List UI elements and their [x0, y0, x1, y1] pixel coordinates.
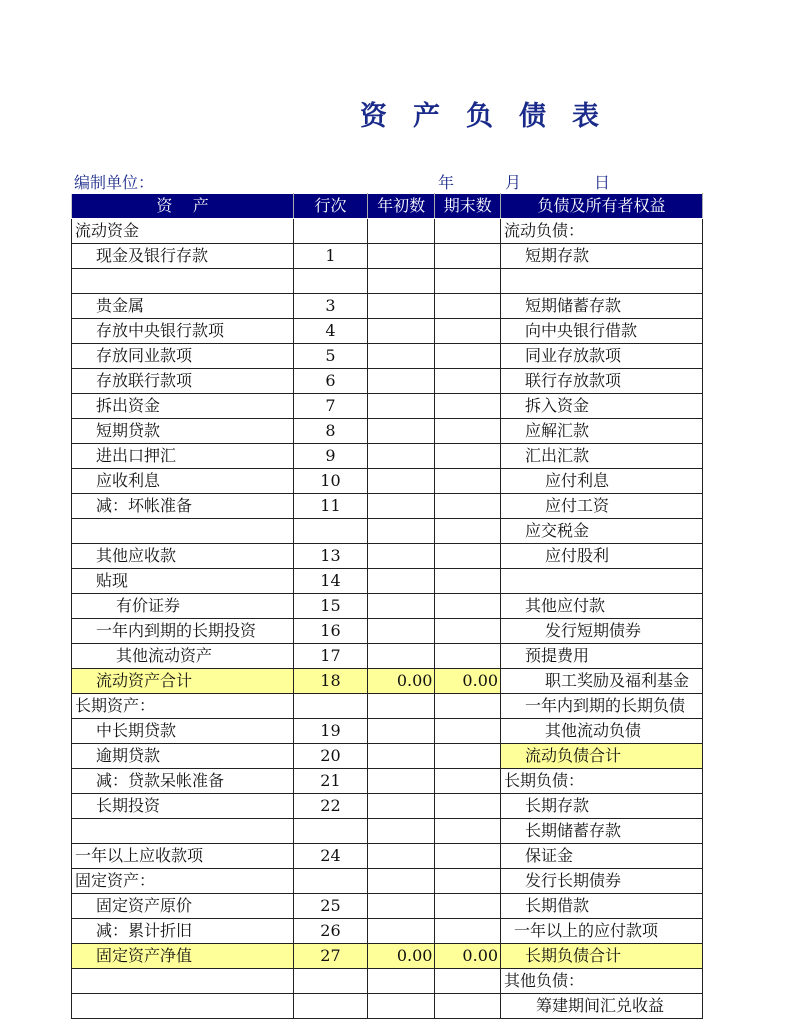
liability-cell[interactable]: 同业存放款项	[501, 344, 703, 369]
date-year-label: 年	[438, 173, 455, 192]
liability-cell[interactable]: 其他负债：	[501, 969, 703, 994]
page-title	[360, 94, 625, 133]
asset-cell[interactable]: 应收利息	[72, 469, 294, 494]
begin-value-cell[interactable]	[367, 894, 435, 919]
line-no-cell[interactable]: 9	[294, 444, 368, 469]
header-row	[72, 194, 703, 219]
line-no-cell[interactable]: 14	[294, 569, 368, 594]
line-no-cell[interactable]	[294, 269, 368, 294]
line-no-cell[interactable]: 26	[294, 919, 368, 944]
liability-cell[interactable]: 联行存放款项	[501, 369, 703, 394]
begin-value-cell[interactable]	[367, 569, 435, 594]
end-value-cell[interactable]	[435, 644, 501, 669]
liability-cell[interactable]: 汇出汇款	[501, 444, 703, 469]
end-value-cell[interactable]	[435, 319, 501, 344]
date-month-label: 月	[505, 173, 522, 192]
line-no-cell[interactable]	[294, 869, 368, 894]
begin-value-cell[interactable]	[367, 994, 435, 1019]
asset-cell[interactable]: 减：贷款呆帐准备	[72, 769, 294, 794]
line-no-cell[interactable]: 27	[294, 944, 368, 969]
line-no-cell[interactable]: 17	[294, 644, 368, 669]
end-value-cell[interactable]	[435, 594, 501, 619]
line-no-cell[interactable]: 19	[294, 719, 368, 744]
table-row	[72, 519, 703, 544]
table-row	[72, 244, 703, 269]
liability-cell[interactable]: 一年以上的应付款项	[501, 919, 703, 944]
table-row	[72, 819, 703, 844]
header-end: 期末数	[435, 194, 501, 219]
line-no-cell[interactable]: 6	[294, 369, 368, 394]
table-row	[72, 769, 703, 794]
end-value-cell[interactable]	[435, 519, 501, 544]
line-no-cell[interactable]: 13	[294, 544, 368, 569]
table-row	[72, 544, 703, 569]
begin-value-cell[interactable]	[367, 494, 435, 519]
liability-cell[interactable]: 长期负债：	[501, 769, 703, 794]
table-row	[72, 644, 703, 669]
begin-value-cell[interactable]: 0.00	[367, 944, 435, 969]
asset-cell[interactable]: 流动资产合计	[72, 669, 294, 694]
asset-cell[interactable]: 一年以上应收款项	[72, 844, 294, 869]
asset-cell[interactable]: 有价证券	[72, 594, 294, 619]
asset-cell[interactable]: 固定资产：	[72, 869, 294, 894]
asset-cell[interactable]: 现金及银行存款	[72, 244, 294, 269]
header-begin: 年初数	[367, 194, 435, 219]
end-value-cell[interactable]	[435, 719, 501, 744]
begin-value-cell[interactable]	[367, 269, 435, 294]
begin-value-cell[interactable]	[367, 419, 435, 444]
asset-cell[interactable]: 逾期贷款	[72, 744, 294, 769]
end-value-cell[interactable]	[435, 294, 501, 319]
liability-cell[interactable]: 其他流动负债	[501, 719, 703, 744]
asset-cell[interactable]: 长期资产：	[72, 694, 294, 719]
table-row	[72, 269, 703, 294]
line-no-cell[interactable]: 15	[294, 594, 368, 619]
begin-value-cell[interactable]	[367, 519, 435, 544]
begin-value-cell[interactable]	[367, 319, 435, 344]
table-row	[72, 669, 703, 694]
asset-cell[interactable]: 进出口押汇	[72, 444, 294, 469]
end-value-cell[interactable]: 0.00	[435, 944, 501, 969]
table-row	[72, 419, 703, 444]
table-row	[72, 594, 703, 619]
end-value-cell[interactable]	[435, 869, 501, 894]
line-no-cell[interactable]	[294, 519, 368, 544]
asset-cell[interactable]: 中长期贷款	[72, 719, 294, 744]
end-value-cell[interactable]	[435, 369, 501, 394]
begin-value-cell[interactable]	[367, 244, 435, 269]
table-row	[72, 869, 703, 894]
table-row	[72, 569, 703, 594]
asset-cell[interactable]: 贴现	[72, 569, 294, 594]
liability-cell[interactable]: 其他应付款	[501, 594, 703, 619]
table-row	[72, 719, 703, 744]
table-row	[72, 919, 703, 944]
line-no-cell[interactable]: 18	[294, 669, 368, 694]
begin-value-cell[interactable]	[367, 369, 435, 394]
line-no-cell[interactable]: 8	[294, 419, 368, 444]
end-value-cell[interactable]	[435, 919, 501, 944]
liability-cell[interactable]: 长期借款	[501, 894, 703, 919]
table-row	[72, 744, 703, 769]
begin-value-cell[interactable]	[367, 294, 435, 319]
liability-cell[interactable]: 流动负债合计	[501, 744, 703, 769]
reporting-unit-label: 编制单位：	[74, 173, 155, 192]
line-no-cell[interactable]	[294, 994, 368, 1019]
line-no-cell[interactable]: 11	[294, 494, 368, 519]
liability-cell[interactable]: 一年内到期的长期负债	[501, 694, 703, 719]
begin-value-cell[interactable]	[367, 219, 435, 244]
table-row	[72, 494, 703, 519]
table-row	[72, 794, 703, 819]
liability-cell[interactable]: 筹建期间汇兑收益	[501, 994, 703, 1019]
liability-cell[interactable]: 长期存款	[501, 794, 703, 819]
title-char: 负	[466, 101, 493, 132]
asset-cell[interactable]: 流动资金	[72, 219, 294, 244]
begin-value-cell[interactable]	[367, 844, 435, 869]
asset-cell[interactable]: 固定资产原价	[72, 894, 294, 919]
end-value-cell[interactable]	[435, 844, 501, 869]
title-char: 债	[519, 101, 546, 132]
asset-cell[interactable]	[72, 269, 294, 294]
table-row	[72, 469, 703, 494]
title-char: 表	[572, 101, 599, 132]
title-char: 产	[413, 101, 440, 132]
begin-value-cell[interactable]: 0.00	[367, 669, 435, 694]
table-row	[72, 694, 703, 719]
line-no-cell[interactable]: 5	[294, 344, 368, 369]
line-no-cell[interactable]	[294, 219, 368, 244]
table-row	[72, 369, 703, 394]
begin-value-cell[interactable]	[367, 919, 435, 944]
table-row	[72, 844, 703, 869]
asset-cell[interactable]: 存放联行款项	[72, 369, 294, 394]
end-value-cell[interactable]	[435, 819, 501, 844]
line-no-cell[interactable]: 7	[294, 394, 368, 419]
liability-cell[interactable]: 发行长期债券	[501, 869, 703, 894]
asset-cell[interactable]: 其他流动资产	[72, 644, 294, 669]
begin-value-cell[interactable]	[367, 719, 435, 744]
line-no-cell[interactable]: 16	[294, 619, 368, 644]
asset-cell[interactable]: 存放同业款项	[72, 344, 294, 369]
line-no-cell[interactable]: 24	[294, 844, 368, 869]
asset-cell[interactable]: 一年内到期的长期投资	[72, 619, 294, 644]
asset-cell[interactable]: 减：坏帐准备	[72, 494, 294, 519]
title-char: 资	[360, 101, 387, 132]
line-no-cell[interactable]: 3	[294, 294, 368, 319]
begin-value-cell[interactable]	[367, 694, 435, 719]
begin-value-cell[interactable]	[367, 394, 435, 419]
begin-value-cell[interactable]	[367, 344, 435, 369]
liability-cell[interactable]: 向中央银行借款	[501, 319, 703, 344]
end-value-cell[interactable]	[435, 244, 501, 269]
liability-cell[interactable]	[501, 569, 703, 594]
end-value-cell[interactable]	[435, 219, 501, 244]
table-row	[72, 294, 703, 319]
line-no-cell[interactable]: 21	[294, 769, 368, 794]
table-row	[72, 394, 703, 419]
asset-cell[interactable]	[72, 819, 294, 844]
line-no-cell[interactable]: 20	[294, 744, 368, 769]
line-no-cell[interactable]	[294, 694, 368, 719]
table-row	[72, 219, 703, 244]
table-row	[72, 994, 703, 1019]
end-value-cell[interactable]	[435, 269, 501, 294]
line-no-cell[interactable]: 1	[294, 244, 368, 269]
end-value-cell[interactable]	[435, 969, 501, 994]
balance-sheet-table	[71, 193, 703, 1019]
begin-value-cell[interactable]	[367, 769, 435, 794]
begin-value-cell[interactable]	[367, 444, 435, 469]
begin-value-cell[interactable]	[367, 469, 435, 494]
end-value-cell[interactable]	[435, 469, 501, 494]
begin-value-cell[interactable]	[367, 544, 435, 569]
asset-cell[interactable]: 减：累计折旧	[72, 919, 294, 944]
liability-cell[interactable]: 预提费用	[501, 644, 703, 669]
table-row	[72, 894, 703, 919]
end-value-cell[interactable]	[435, 894, 501, 919]
table-row	[72, 944, 703, 969]
line-no-cell[interactable]: 10	[294, 469, 368, 494]
end-value-cell[interactable]	[435, 444, 501, 469]
line-no-cell[interactable]	[294, 819, 368, 844]
table-row	[72, 444, 703, 469]
end-value-cell[interactable]	[435, 994, 501, 1019]
asset-cell[interactable]	[72, 969, 294, 994]
begin-value-cell[interactable]	[367, 819, 435, 844]
liability-cell[interactable]: 长期储蓄存款	[501, 819, 703, 844]
liability-cell[interactable]: 应付股利	[501, 544, 703, 569]
asset-cell[interactable]: 贵金属	[72, 294, 294, 319]
end-value-cell[interactable]	[435, 544, 501, 569]
asset-cell[interactable]: 拆出资金	[72, 394, 294, 419]
liability-cell[interactable]: 职工奖励及福利基金	[501, 669, 703, 694]
header-assets: 资 产	[72, 194, 294, 219]
asset-cell[interactable]: 其他应收款	[72, 544, 294, 569]
date-day-label: 日	[594, 173, 611, 192]
liability-cell[interactable]	[501, 269, 703, 294]
end-value-cell[interactable]	[435, 694, 501, 719]
end-value-cell[interactable]	[435, 744, 501, 769]
table-row	[72, 344, 703, 369]
begin-value-cell[interactable]	[367, 794, 435, 819]
table-row	[72, 319, 703, 344]
table-row	[72, 619, 703, 644]
header-line-no: 行次	[294, 194, 368, 219]
liability-cell[interactable]: 长期负债合计	[501, 944, 703, 969]
end-value-cell[interactable]	[435, 419, 501, 444]
liability-cell[interactable]: 短期存款	[501, 244, 703, 269]
line-no-cell[interactable]: 22	[294, 794, 368, 819]
asset-cell[interactable]: 存放中央银行款项	[72, 319, 294, 344]
liability-cell[interactable]: 应解汇款	[501, 419, 703, 444]
asset-cell[interactable]	[72, 519, 294, 544]
liability-cell[interactable]: 短期储蓄存款	[501, 294, 703, 319]
end-value-cell[interactable]	[435, 569, 501, 594]
liability-cell[interactable]: 发行短期债券	[501, 619, 703, 644]
end-value-cell[interactable]	[435, 619, 501, 644]
asset-cell[interactable]: 长期投资	[72, 794, 294, 819]
header-liabilities: 负债及所有者权益	[501, 194, 703, 219]
liability-cell[interactable]: 保证金	[501, 844, 703, 869]
begin-value-cell[interactable]	[367, 744, 435, 769]
line-no-cell[interactable]: 4	[294, 319, 368, 344]
line-no-cell[interactable]: 25	[294, 894, 368, 919]
begin-value-cell[interactable]	[367, 619, 435, 644]
end-value-cell[interactable]	[435, 494, 501, 519]
end-value-cell[interactable]	[435, 394, 501, 419]
liability-cell[interactable]: 应付利息	[501, 469, 703, 494]
end-value-cell[interactable]	[435, 794, 501, 819]
begin-value-cell[interactable]	[367, 594, 435, 619]
liability-cell[interactable]: 应付工资	[501, 494, 703, 519]
begin-value-cell[interactable]	[367, 869, 435, 894]
begin-value-cell[interactable]	[367, 969, 435, 994]
liability-cell[interactable]: 拆入资金	[501, 394, 703, 419]
asset-cell[interactable]: 固定资产净值	[72, 944, 294, 969]
asset-cell[interactable]	[72, 994, 294, 1019]
begin-value-cell[interactable]	[367, 644, 435, 669]
end-value-cell[interactable]: 0.00	[435, 669, 501, 694]
asset-cell[interactable]: 短期贷款	[72, 419, 294, 444]
end-value-cell[interactable]	[435, 344, 501, 369]
line-no-cell[interactable]	[294, 969, 368, 994]
table-row	[72, 969, 703, 994]
liability-cell[interactable]: 流动负债：	[501, 219, 703, 244]
liability-cell[interactable]: 应交税金	[501, 519, 703, 544]
end-value-cell[interactable]	[435, 769, 501, 794]
